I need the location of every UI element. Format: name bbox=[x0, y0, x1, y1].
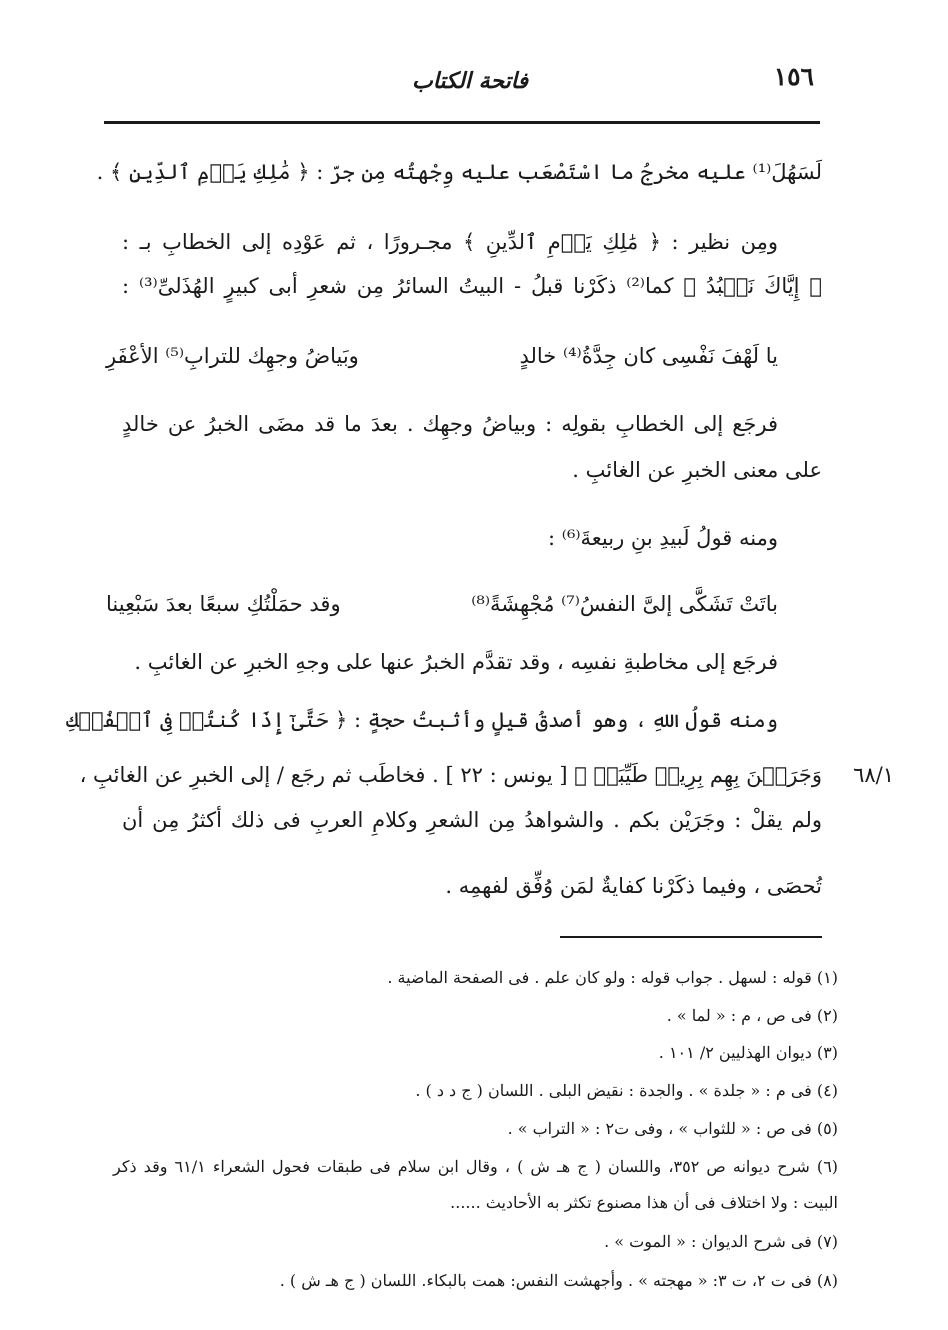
footnote-3: (٣) ديوان الهذليين ٢/ ١٠١ . bbox=[658, 1043, 838, 1062]
footnote-4: (٤) فى م : « جلدة » . والجدة : نقيض البلى . اللسان ( ج د د ) . bbox=[415, 1081, 838, 1100]
body-line-1: لَسَهُلَ⁽¹⁾ عليه مخرجُ ما اسْتَصْعَب عليه وِجْهتُه مِن جرّ : ﴿ مَٰلِكِ يَوۡمِ ٱلدِّينِ ﴾ . bbox=[96, 160, 822, 184]
page-number: ١٥٦ bbox=[773, 62, 814, 91]
running-title: فاتحة الكتاب bbox=[412, 68, 529, 94]
footnote-rule bbox=[560, 936, 822, 938]
verse2-first-hemistich: باتَتْ تَشَكَّى إلىَّ النفسُ⁽⁷⁾ مُجْهِشَةً⁽⁸⁾ bbox=[471, 592, 778, 616]
footnote-7: (٧) فى شرح الديوان : « الموت » . bbox=[604, 1232, 838, 1251]
verse1-second-hemistich: وبَياضُ وجهِك للترابِ⁽⁵⁾ الأعْفَرِ bbox=[106, 344, 359, 368]
margin-reference: ٦٨/١ bbox=[853, 763, 894, 787]
body-line-9: وَجَرَيۡنَ بِهِم بِرِيحٖ طَيِّبَةٖ ﴾ [ يونس : ٢٢ ] . فخاطَب ثم رجَع / إلى الخبرِ عن الغائبِ ، bbox=[79, 763, 822, 787]
header-rule bbox=[104, 121, 820, 124]
body-line-2: ومِن نظير : ﴿ مَٰلِكِ يَوۡمِ ٱلدِّينِ ﴾ مجـرورًا ، ثم عَوْدِه إلى الخطابِ بـ : bbox=[122, 230, 778, 254]
body-line-7: فرجَع إلى مخاطبةِ نفسِه ، وقد تقدَّم الخبرُ عنها على وجهِ الخبرِ عن الغائبِ . bbox=[134, 650, 778, 674]
body-line-11: تُحصَى ، وفيما ذكَرْنا كفايةٌ لمَن وُفِّق لفهمِه . bbox=[445, 874, 822, 898]
footnote-6-continued: البيت : ولا اختلاف فى أن هذا مصنوع تكثر به الأحاديث ...... bbox=[450, 1193, 838, 1212]
footnote-1: (١) قوله : لسهل . جواب قوله : ولو كان علم . فى الصفحة الماضية . bbox=[387, 968, 838, 987]
body-line-5: على معنى الخبرِ عن الغائبِ . bbox=[572, 458, 822, 482]
body-line-10: ولم يقلْ : وجَرَيْن بكم . والشواهدُ مِن الشعرِ وكلامِ العربِ فى ذلك أكثرُ مِن أن bbox=[122, 808, 822, 832]
verse2-second-hemistich: وقد حمَلْتُكِ سبعًا بعدَ سَبْعِينا bbox=[106, 592, 341, 616]
body-line-3: ﴿ إِيَّاكَ نَعۡبُدُ ﴾ كما⁽²⁾ ذكَرْنا قبلُ - البيتُ السائرُ مِن شعرِ أبى كبيرٍ الهُذَلىِّ⁽³⁾ : bbox=[122, 274, 822, 298]
verse1-first-hemistich: يا لَهْفَ نَفْسِى كان جِدَّةُ⁽⁴⁾ خالدٍ bbox=[519, 344, 778, 368]
footnote-8: (٨) فى ت ٢، ت ٣: « مهجته » . وأجهشت النفس: همت بالبكاء. اللسان ( ج هـ ش ) . bbox=[279, 1271, 838, 1290]
footnote-6: (٦) شرح ديوانه ص ٣٥٢، واللسان ( ج هـ ش ) ، وقال ابن سلام فى طبقات فحول الشعراء ٦١/١ وقد ذكر bbox=[113, 1157, 839, 1176]
footnote-5: (٥) فى ص : « للثواب » ، وفى ت٢ : « التراب » . bbox=[507, 1119, 838, 1138]
body-line-6: ومنه قولُ لَبيدِ بنِ ربيعةَ⁽⁶⁾ : bbox=[548, 526, 778, 550]
footnote-2: (٢) فى ص ، م : « لما » . bbox=[666, 1006, 838, 1025]
body-line-8: ومنه قولُ اللهِ ، وهو أصدقُ قيلٍ وأثبتُ حجةٍ : ﴿ حَتَّىٰٓ إِذَا كُنتُمۡ فِى ٱلۡفُلۡكِ bbox=[66, 708, 778, 732]
body-line-4: فرجَع إلى الخطابِ بقولِه : وبياضُ وجهِك . بعدَ ما قد مضَى الخبرُ عن خالدٍ bbox=[122, 412, 778, 436]
